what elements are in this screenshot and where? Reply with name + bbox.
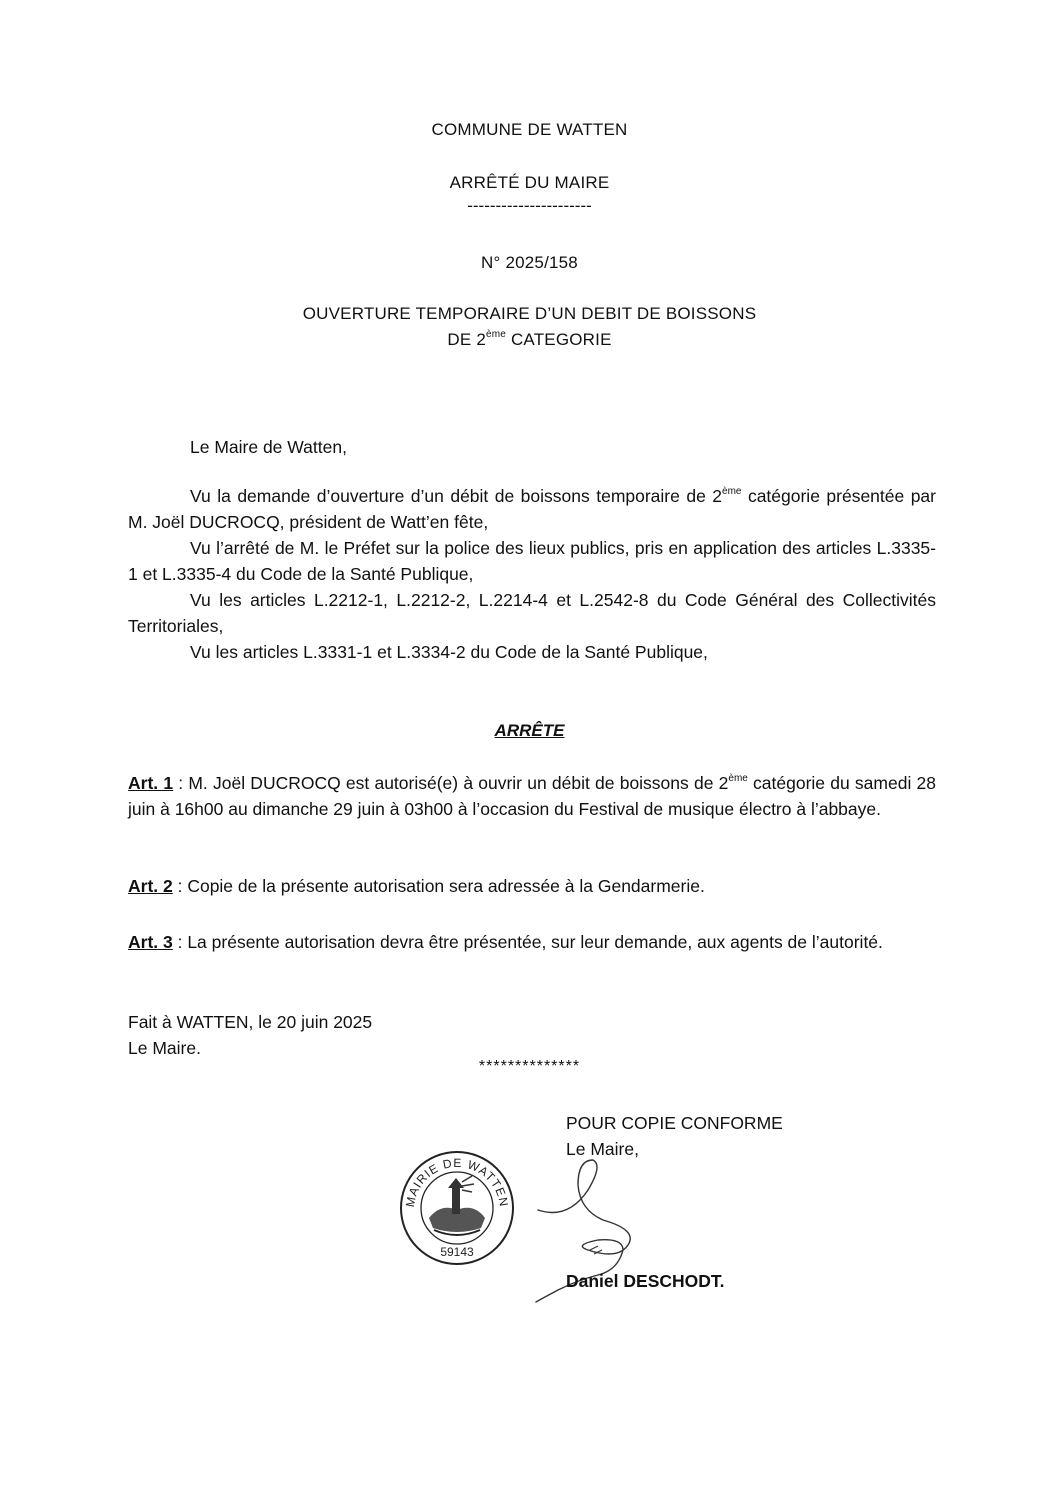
subject-line-2-sup: ème xyxy=(485,329,507,341)
preamble-vu-1 xyxy=(128,483,936,535)
article-1-label: Art. 1 xyxy=(128,773,174,793)
article-1 xyxy=(128,770,936,822)
preamble-vu-2: Vu l’arrêté de M. le Préfet sur la police des lieux publics, pris en application des articles L.3335-1 et L.3335-4 du Code de la Santé Publique, xyxy=(128,538,936,584)
mairie-stamp-icon xyxy=(396,1148,518,1268)
preamble-vu-3: Vu les articles L.2212-1, L.2212-2, L.2214-4 et L.2542-8 du Code Général des Collectivités Territoriales, xyxy=(128,590,936,636)
article-1-sup: ème xyxy=(728,773,748,785)
copy-title: POUR COPIE CONFORME xyxy=(566,1113,783,1133)
place-date: Fait à WATTEN, le 20 juin 2025 xyxy=(128,1012,373,1032)
article-3 xyxy=(128,929,936,955)
preamble-opening: Le Maire de Watten, xyxy=(190,437,347,457)
vu-1-post: catégorie présentée par M. Joël DUCROCQ, président de Watt’en fête, xyxy=(128,486,936,532)
article-1-text-pre: : M. Joël DUCROCQ est autorisé(e) à ouvrir un débit de boissons de 2 xyxy=(173,773,729,793)
subject-line-2-post: CATEGORIE xyxy=(506,330,612,349)
closing-role: Le Maire. xyxy=(128,1038,201,1058)
signatory-name: Daniel DESCHODT. xyxy=(566,1271,725,1291)
subject-line-2-pre: DE 2 xyxy=(447,330,486,349)
article-2-label: Art. 2 xyxy=(128,876,173,896)
vu-1-sup: ème xyxy=(722,486,742,498)
stamp-top-text: MAIRIE DE WATTEN xyxy=(402,1155,512,1209)
article-2-text: : Copie de la présente autorisation sera adressée à la Gendarmerie. xyxy=(172,876,705,896)
copy-role: Le Maire, xyxy=(566,1139,639,1159)
decree-number: N° 2025/158 xyxy=(481,253,578,272)
preamble-vu-4: Vu les articles L.3331-1 et L.3334-2 du Code de la Santé Publique, xyxy=(190,642,708,662)
stars-separator: ************** xyxy=(478,1058,581,1075)
subject-line-2 xyxy=(0,330,1059,350)
decree-title: ARRÊTÉ DU MAIRE xyxy=(449,173,610,192)
article-3-label: Art. 3 xyxy=(128,932,173,952)
vu-1-pre: Vu la demande d’ouverture d’un débit de boissons temporaire de 2 xyxy=(190,486,723,506)
article-1-text-post: catégorie du samedi 28 juin à 16h00 au dimanche 29 juin à 03h00 à l’occasion du Festival de musique électro à l’abbaye. xyxy=(128,773,936,819)
preamble-block xyxy=(128,483,936,665)
separator-line: ---------------------- xyxy=(467,196,592,215)
article-3-text: : La présente autorisation devra être présentée, sur leur demande, aux agents de l’autorité. xyxy=(172,932,883,952)
decision-heading: ARRÊTE xyxy=(494,721,565,740)
article-2 xyxy=(128,873,936,899)
stamp-bottom-text: 59143 xyxy=(440,1245,474,1259)
subject-line-1: OUVERTURE TEMPORAIRE D’UN DEBIT DE BOISSONS xyxy=(302,304,757,323)
commune-name: COMMUNE DE WATTEN xyxy=(431,120,628,139)
